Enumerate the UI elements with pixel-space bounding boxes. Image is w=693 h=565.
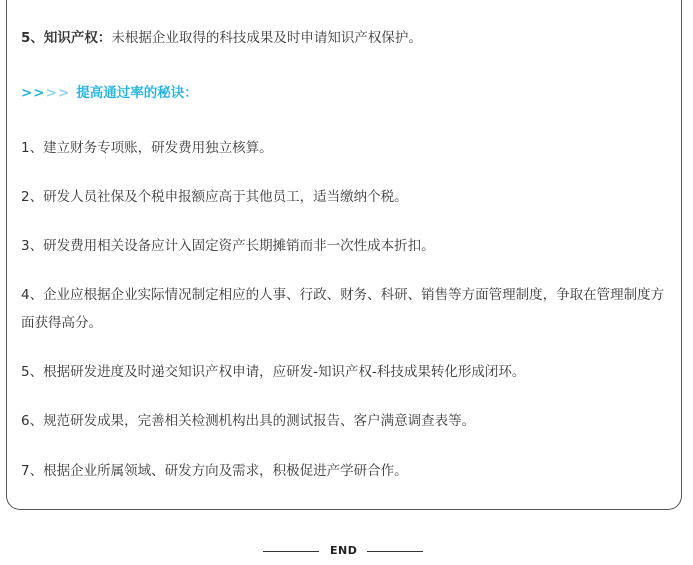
tip-item-1: 1、建立财务专项账，研发费用独立核算。 [21,140,273,156]
tip-item-2: 2、研发人员社保及个税申报额应高于其他员工，适当缴纳个税。 [21,189,408,205]
tip-item-3: 3、研发费用相关设备应计入固定资产长期摊销而非一次性成本折扣。 [21,238,435,254]
end-marker [0,542,693,562]
issue-item-5-heading: 5、知识产权： [21,30,112,46]
issue-item-5-text: 未根据企业取得的科技成果及时申请知识产权保护。 [111,30,422,46]
tip-item-4: 4、企业应根据企业实际情况制定相应的人事、行政、财务、科研、销售等方面管理制度，争取在管理制度方面获得高分。 [21,287,665,331]
tips-heading [21,79,198,107]
end-label: END [330,544,358,557]
tip-item-6: 6、规范研发成果，完善相关检测机构出具的测试报告、客户满意调查表等。 [21,413,476,429]
tip-item-7: 7、根据企业所属领域、研发方向及需求，积极促进产学研合作。 [21,463,408,479]
tip-item-5: 5、根据研发进度及时递交知识产权申请，应研发-知识产权-科技成果转化形成闭环。 [21,364,526,380]
tips-title: 提高通过率的秘诀： [76,85,198,101]
issue-item-5 [21,24,422,52]
end-divider-right [367,551,423,552]
arrows-decoration: >>>> [21,85,71,101]
end-divider-left [263,551,319,552]
